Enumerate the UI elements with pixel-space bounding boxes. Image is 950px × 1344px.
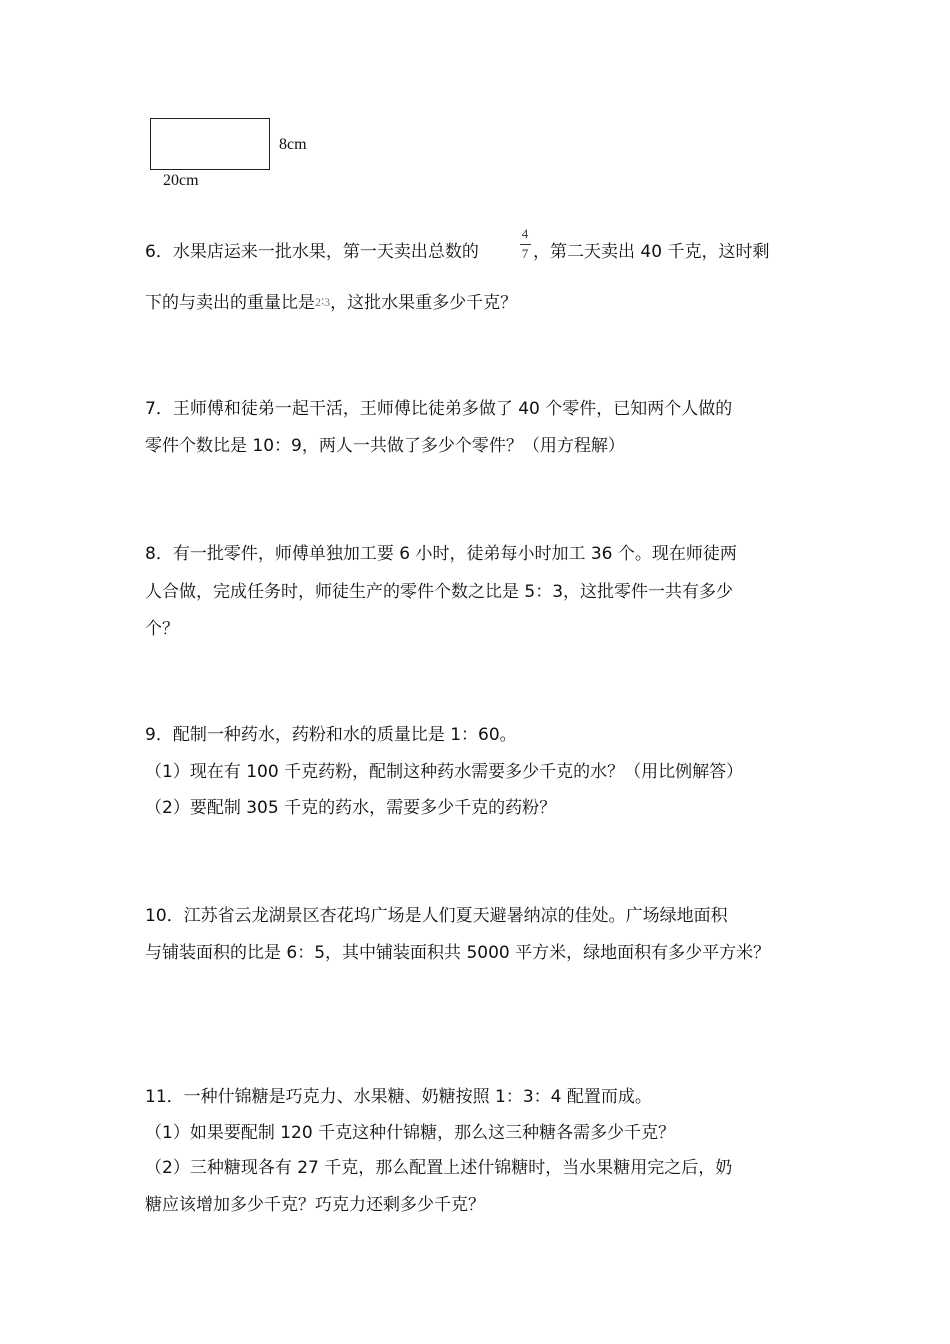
q6-line1-b: ，第二天卖出 40 千克，这时剩 bbox=[533, 242, 770, 262]
q11-line2: （1）如果要配制 120 千克这种什锦糖，那么这三种糖各需多少千克？ bbox=[145, 1123, 676, 1143]
q8-line1: 8．有一批零件，师傅单独加工要 6 小时，徒弟每小时加工 36 个。现在师徒两 bbox=[145, 544, 737, 564]
q11-line4: 糖应该增加多少千克？巧克力还剩多少千克？ bbox=[145, 1195, 485, 1215]
q6-fraction-bar bbox=[520, 244, 531, 245]
q11-line1: 11．一种什锦糖是巧克力、水果糖、奶糖按照 1：3：4 配置而成。 bbox=[145, 1087, 652, 1107]
rectangle-figure bbox=[150, 118, 270, 170]
rect-height-label: 8cm bbox=[279, 136, 307, 153]
q10-line1: 10．江苏省云龙湖景区杏花坞广场是人们夏天避暑纳凉的佳处。广场绿地面积 bbox=[145, 906, 728, 926]
q9-line3: （2）要配制 305 千克的药水，需要多少千克的药粉？ bbox=[145, 798, 557, 818]
q8-line3: 个？ bbox=[145, 619, 179, 639]
q6-fraction-denominator: 7 bbox=[521, 246, 529, 261]
q6-line2: 下的与卖出的重量比是2∶3，这批水果重多少千克？ bbox=[145, 293, 518, 313]
q6-ratio: 2∶3 bbox=[315, 295, 331, 309]
q7-line1: 7．王师傅和徒弟一起干活，王师傅比徒弟多做了 40 个零件，已知两个人做的 bbox=[145, 399, 733, 419]
q6-line1-a: 6．水果店运来一批水果，第一天卖出总数的 bbox=[145, 242, 479, 262]
q7-line2: 零件个数比是 10：9，两人一共做了多少个零件？（用方程解） bbox=[145, 436, 625, 456]
q10-line2: 与铺装面积的比是 6：5，其中铺装面积共 5000 平方米，绿地面积有多少平方米？ bbox=[145, 943, 771, 963]
q8-line2: 人合做，完成任务时，师徒生产的零件个数之比是 5：3，这批零件一共有多少 bbox=[145, 582, 734, 602]
rect-width-label: 20cm bbox=[163, 172, 199, 189]
q6-fraction-numerator: 4 bbox=[521, 226, 529, 241]
q11-line3: （2）三种糖现各有 27 千克，那么配置上述什锦糖时，当水果糖用完之后，奶 bbox=[145, 1158, 733, 1178]
q9-line2: （1）现在有 100 千克药粉，配制这种药水需要多少千克的水？（用比例解答） bbox=[145, 762, 744, 782]
q9-line1: 9．配制一种药水，药粉和水的质量比是 1：60。 bbox=[145, 725, 517, 745]
